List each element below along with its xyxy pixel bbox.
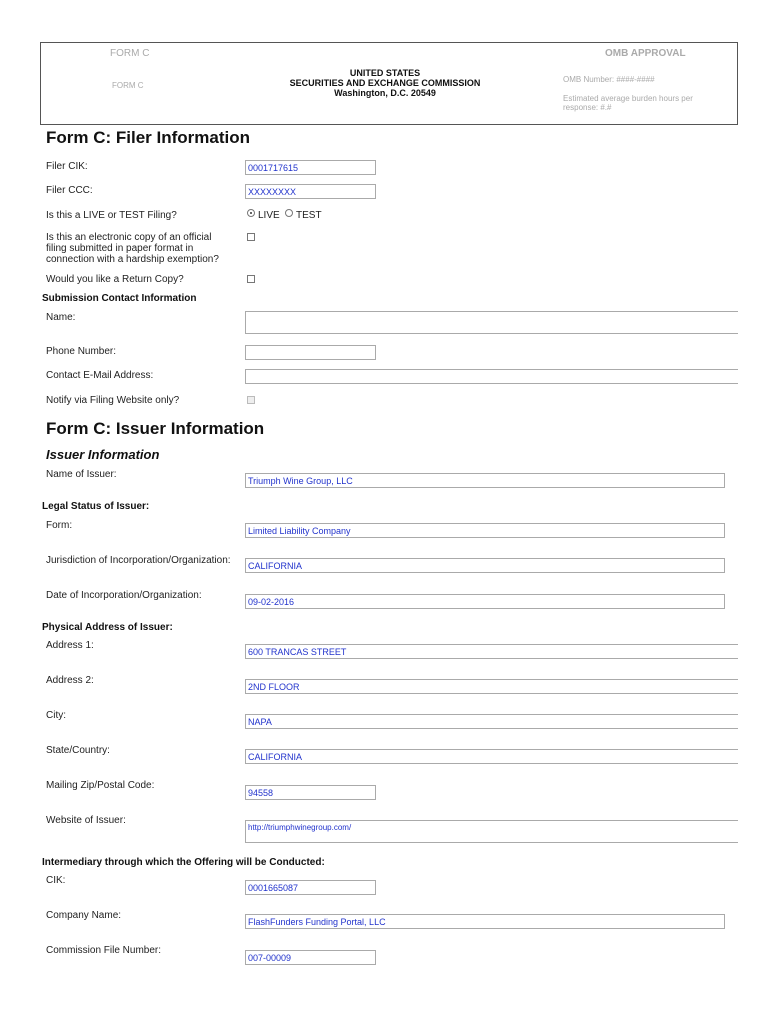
burden-line-1: Estimated average burden hours per: [563, 94, 693, 103]
company-name-label: Company Name:: [46, 910, 122, 921]
agency-line-1: UNITED STATES: [349, 68, 421, 78]
phone-field[interactable]: [245, 345, 376, 360]
omb-number: OMB Number: ####-####: [563, 75, 655, 84]
city-label: City:: [46, 710, 66, 721]
intermediary-heading: Intermediary through which the Offering will be Conducted:: [42, 857, 325, 868]
contact-section-heading: Submission Contact Information: [42, 293, 197, 304]
intermediary-cik-field[interactable]: 0001665087: [245, 880, 376, 895]
paper-filing-line-3: connection with a hardship exemption?: [46, 254, 219, 265]
filer-cik-label: Filer CIK:: [46, 161, 88, 172]
incorporation-date-label: Date of Incorporation/Organization:: [46, 590, 202, 601]
jurisdiction-field[interactable]: CALIFORNIA: [245, 558, 725, 573]
contact-name-label: Name:: [46, 312, 76, 323]
omb-approval: OMB APPROVAL: [605, 48, 686, 59]
return-copy-label: Would you like a Return Copy?: [46, 274, 184, 285]
burden-line-2: response: #.#: [563, 103, 612, 112]
notify-checkbox[interactable]: [247, 396, 255, 404]
commission-file-label: Commission File Number:: [46, 945, 162, 956]
agency-line-2: SECURITIES AND EXCHANGE COMMISSION: [289, 78, 481, 88]
jurisdiction-label: Jurisdiction of Incorporation/Organization:: [46, 555, 231, 566]
zip-label: Mailing Zip/Postal Code:: [46, 780, 155, 791]
address1-field[interactable]: 600 TRANCAS STREET: [245, 644, 738, 659]
incorporation-date-field[interactable]: 09-02-2016: [245, 594, 725, 609]
test-radio[interactable]: [285, 209, 293, 217]
form-c-small-label: FORM C: [112, 81, 144, 90]
test-radio-label: TEST: [296, 210, 322, 221]
notify-label: Notify via Filing Website only?: [46, 395, 180, 406]
live-test-label: Is this a LIVE or TEST Filing?: [46, 210, 177, 221]
phone-label: Phone Number:: [46, 346, 117, 357]
issuer-subtitle: Issuer Information: [46, 447, 160, 462]
city-field[interactable]: NAPA: [245, 714, 738, 729]
issuer-section-title: Form C: Issuer Information: [46, 419, 265, 438]
paper-filing-checkbox[interactable]: [247, 233, 255, 241]
intermediary-cik-label: CIK:: [46, 875, 66, 886]
physical-address-heading: Physical Address of Issuer:: [42, 622, 173, 633]
company-name-field[interactable]: FlashFunders Funding Portal, LLC: [245, 914, 725, 929]
issuer-name-label: Name of Issuer:: [46, 469, 117, 480]
form-field[interactable]: Limited Liability Company: [245, 523, 725, 538]
address1-label: Address 1:: [46, 640, 94, 651]
state-country-label: State/Country:: [46, 745, 110, 756]
agency-line-3: Washington, D.C. 20549: [334, 88, 436, 98]
issuer-name-field[interactable]: Triumph Wine Group, LLC: [245, 473, 725, 488]
return-copy-checkbox[interactable]: [247, 275, 255, 283]
filer-ccc-label: Filer CCC:: [46, 185, 93, 196]
agency-title: [270, 68, 500, 98]
contact-name-field[interactable]: [245, 311, 738, 334]
website-field[interactable]: http://triumphwinegroup.com/: [245, 820, 738, 843]
state-country-field[interactable]: CALIFORNIA: [245, 749, 738, 764]
live-radio[interactable]: [247, 209, 255, 217]
address2-label: Address 2:: [46, 675, 94, 686]
commission-file-field[interactable]: 007-00009: [245, 950, 376, 965]
burden-estimate: [563, 94, 693, 112]
paper-filing-line-2: filing submitted in paper format in: [46, 243, 194, 254]
legal-status-heading: Legal Status of Issuer:: [42, 501, 150, 512]
form-c-label: FORM C: [110, 48, 150, 59]
paper-filing-line-1: Is this an electronic copy of an official: [46, 232, 212, 243]
form-label: Form:: [46, 520, 73, 531]
email-label: Contact E-Mail Address:: [46, 370, 154, 381]
address2-field[interactable]: 2ND FLOOR: [245, 679, 738, 694]
filer-ccc-field[interactable]: XXXXXXXX: [245, 184, 376, 199]
zip-field[interactable]: 94558: [245, 785, 376, 800]
filer-cik-field[interactable]: 0001717615: [245, 160, 376, 175]
live-radio-label: LIVE: [258, 210, 280, 221]
email-field[interactable]: [245, 369, 738, 384]
website-label: Website of Issuer:: [46, 815, 126, 826]
filer-section-title: Form C: Filer Information: [46, 128, 250, 147]
paper-filing-label: [46, 232, 219, 265]
